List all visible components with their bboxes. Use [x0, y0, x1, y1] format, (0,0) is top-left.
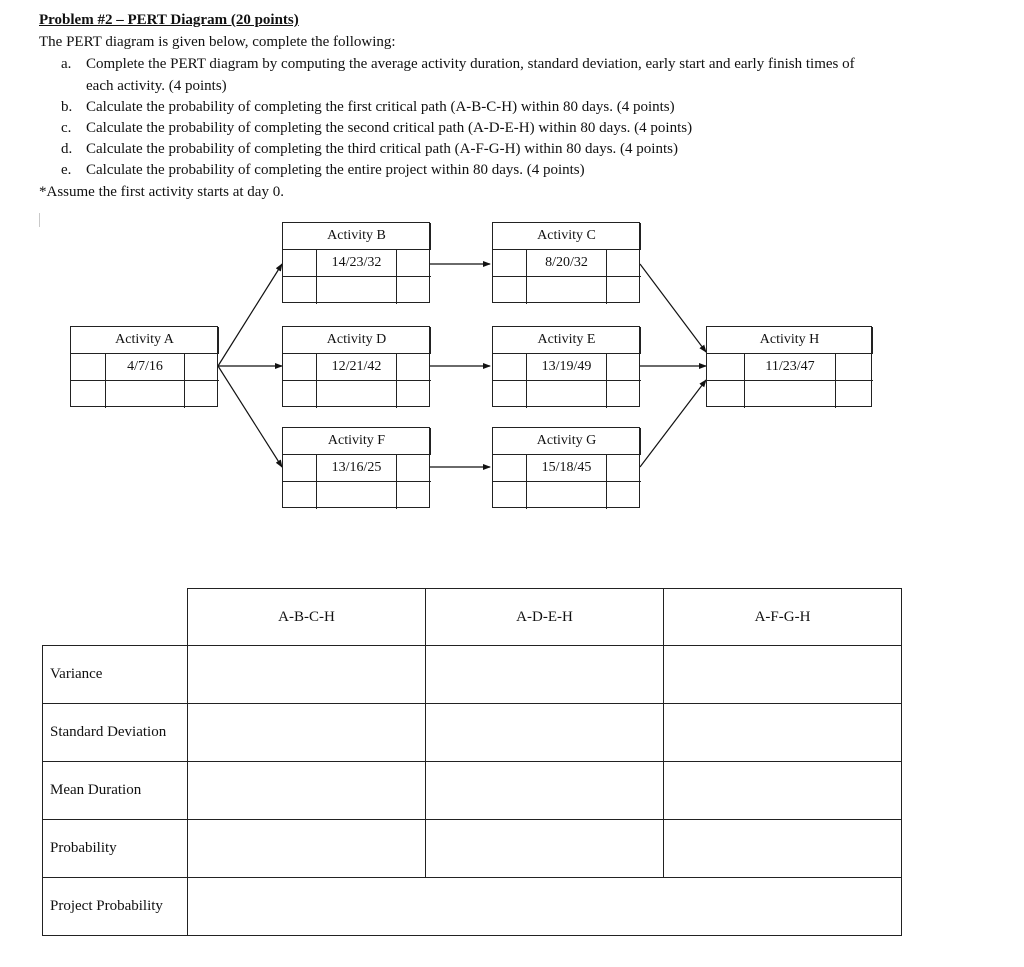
activity-estimates: 11/23/47 [745, 354, 836, 381]
activity-box-a [70, 326, 218, 407]
row-header: Project Probability [43, 878, 188, 936]
arrow-a-f [218, 366, 282, 467]
list-item-a-continuation: each activity. (4 points) [86, 78, 227, 94]
row-header: Standard Deviation [43, 704, 188, 762]
activity-name: Activity A [71, 327, 219, 354]
problem-intro: The PERT diagram is given below, complete the following: [39, 34, 396, 50]
list-text: Calculate the probability of completing the entire project within 80 days. (4 points) [86, 162, 585, 178]
activity-cell [493, 455, 527, 482]
activity-cell [836, 381, 873, 408]
activity-cell [607, 250, 641, 277]
table-cell[interactable] [664, 646, 902, 704]
activity-name: Activity C [493, 223, 641, 250]
row-header: Variance [43, 646, 188, 704]
activity-box-h [706, 326, 872, 407]
activity-cell [397, 455, 431, 482]
row-header: Probability [43, 820, 188, 878]
assumption-note: *Assume the first activity starts at day 0. [39, 184, 284, 200]
arrow-a-b [218, 264, 282, 366]
activity-box-c [492, 222, 640, 303]
activity-estimates: 4/7/16 [106, 354, 185, 381]
activity-box-f [282, 427, 430, 508]
list-letter: c. [61, 120, 72, 136]
table-cell[interactable] [188, 820, 426, 878]
activity-cell [317, 482, 397, 509]
results-table [42, 588, 902, 936]
table-cell[interactable] [426, 704, 664, 762]
activity-box-g [492, 427, 640, 508]
activity-cell [283, 277, 317, 304]
activity-cell [493, 354, 527, 381]
list-text: Calculate the probability of completing the first critical path (A-B-C-H) within 80 days. (4 points) [86, 99, 675, 115]
activity-cell [283, 482, 317, 509]
activity-cell [607, 455, 641, 482]
activity-cell [607, 354, 641, 381]
list-text: Calculate the probability of completing the second critical path (A-D-E-H) within 80 days. (4 points) [86, 120, 693, 136]
activity-cell [527, 381, 607, 408]
table-row [43, 704, 902, 762]
activity-cell [283, 455, 317, 482]
activity-cell [185, 354, 219, 381]
column-header: A-F-G-H [664, 589, 902, 646]
activity-cell [397, 250, 431, 277]
activity-box-e [492, 326, 640, 407]
list-letter: e. [61, 162, 72, 178]
activity-cell [836, 354, 873, 381]
list-text: Calculate the probability of completing the third critical path (A-F-G-H) within 80 days. (4 points) [86, 141, 678, 157]
problem-title: Problem #2 – PERT Diagram (20 points) [39, 12, 299, 28]
activity-cell [607, 381, 641, 408]
activity-box-d [282, 326, 430, 407]
activity-cell [317, 381, 397, 408]
activity-estimates: 8/20/32 [527, 250, 607, 277]
activity-cell [71, 354, 106, 381]
activity-name: Activity E [493, 327, 641, 354]
activity-cell [397, 354, 431, 381]
activity-cell [283, 250, 317, 277]
activity-cell [493, 381, 527, 408]
table-cell[interactable] [664, 762, 902, 820]
table-cell[interactable] [664, 704, 902, 762]
table-row [43, 646, 902, 704]
table-cell[interactable] [426, 646, 664, 704]
arrow-g-h [640, 380, 706, 467]
activity-cell [71, 381, 106, 408]
activity-cell [493, 277, 527, 304]
activity-cell [707, 381, 745, 408]
activity-cell [607, 482, 641, 509]
project-probability-cell[interactable] [188, 878, 902, 936]
row-header: Mean Duration [43, 762, 188, 820]
activity-cell [397, 277, 431, 304]
list-letter: a. [61, 56, 72, 72]
activity-estimates: 12/21/42 [317, 354, 397, 381]
table-cell[interactable] [426, 820, 664, 878]
table-row [43, 762, 902, 820]
table-cell[interactable] [188, 646, 426, 704]
activity-estimates: 15/18/45 [527, 455, 607, 482]
arrow-c-h [640, 264, 706, 352]
activity-cell [527, 482, 607, 509]
table-cell[interactable] [188, 762, 426, 820]
activity-name: Activity H [707, 327, 873, 354]
activity-cell [397, 482, 431, 509]
activity-cell [317, 277, 397, 304]
table-row [43, 820, 902, 878]
table-corner-cell [43, 589, 188, 646]
activity-cell [607, 277, 641, 304]
activity-name: Activity D [283, 327, 431, 354]
activity-cell [527, 277, 607, 304]
table-cell[interactable] [426, 762, 664, 820]
activity-box-b [282, 222, 430, 303]
table-row [43, 878, 902, 936]
table-cell[interactable] [188, 704, 426, 762]
activity-estimates: 13/16/25 [317, 455, 397, 482]
list-text: Complete the PERT diagram by computing the average activity duration, standard deviation, early start and early finish times of [86, 56, 855, 72]
activity-name: Activity G [493, 428, 641, 455]
list-letter: b. [61, 99, 73, 115]
activity-cell [283, 381, 317, 408]
activity-cell [283, 354, 317, 381]
table-header-row [43, 589, 902, 646]
activity-cell [397, 381, 431, 408]
activity-estimates: 14/23/32 [317, 250, 397, 277]
activity-cell [493, 482, 527, 509]
activity-cell [185, 381, 219, 408]
activity-name: Activity B [283, 223, 431, 250]
activity-name: Activity F [283, 428, 431, 455]
column-header: A-B-C-H [188, 589, 426, 646]
table-cell[interactable] [664, 820, 902, 878]
activity-cell [707, 354, 745, 381]
activity-estimates: 13/19/49 [527, 354, 607, 381]
activity-cell [745, 381, 836, 408]
activity-cell [106, 381, 185, 408]
column-header: A-D-E-H [426, 589, 664, 646]
list-letter: d. [61, 141, 73, 157]
activity-cell [493, 250, 527, 277]
